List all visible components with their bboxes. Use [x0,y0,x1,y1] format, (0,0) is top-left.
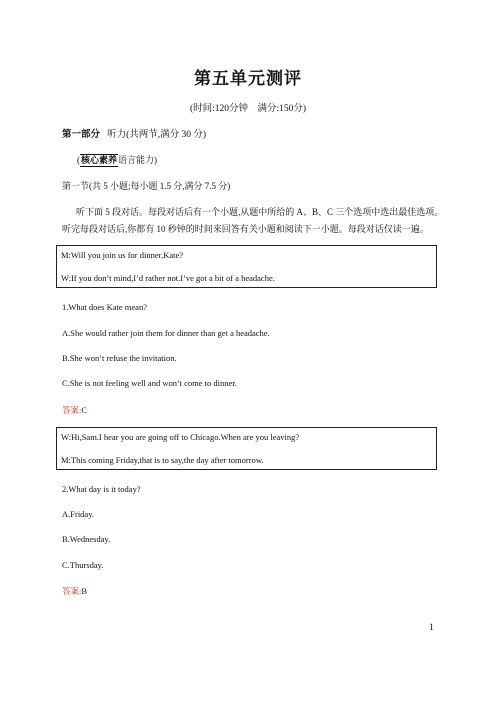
time-score-note: (时间:120分钟 满分:150分) [189,104,307,114]
answer-label: 答案: [62,586,82,596]
question-1-option-b: B.She won’t refuse the invitation. [62,353,177,363]
question-1-answer [62,404,87,416]
question-2-stem: 2.What day is it today? [62,484,141,494]
part-description: 听力(共两节,满分 30 分) [107,130,207,140]
question-1-stem: 1.What does Kate mean? [62,302,147,312]
dialogue-box-1 [56,245,437,288]
dialogue-line: W:Hi,Sam.I hear you are going off to Chicago.When are you leaving? [61,432,300,442]
question-1-option-a: A.She would rather join them for dinner than get a headache. [62,328,270,338]
instruction-line-1: 听下面 5 段对话。每段对话后有一个小题,从题中所给的 A、B、C 三个选项中选出最佳选项。 [76,207,444,217]
question-2-answer [62,585,87,597]
page-number: 1 [429,623,434,633]
instruction-line-2: 听完每段对话后,你都有 10 秒钟的时间来回答有关小题和阅读下一小题。每段对话仅读一遍。 [62,224,429,234]
answer-letter: B [81,586,88,596]
core-literacy-note [77,153,157,167]
dialogue-line: M:This coming Friday,that is to say,the day after tomorrow. [61,455,264,465]
question-2-option-b: B.Wednesday. [62,534,111,544]
answer-letter: C [81,405,88,415]
dialogue-line: M:Will you join us for dinner,Kate? [61,250,184,260]
question-2-option-a: A.Friday. [62,509,95,519]
core-literacy-tag: 核心素养 [81,155,118,165]
core-open-paren: ( [77,155,80,165]
question-2-option-c: C.Thursday. [62,560,104,570]
question-1-option-c: C.She is not feeling well and won’t come to dinner. [62,378,237,388]
part-label: 第一部分 [62,130,101,140]
core-literacy-text: 语言能力) [118,155,158,165]
section-heading: 第一节(共 5 小题;每小题 1.5 分,满分 7.5 分) [62,181,231,191]
page-title: 第五单元测评 [194,69,302,88]
answer-label: 答案: [62,405,82,415]
dialogue-box-2 [56,427,437,470]
part-heading [62,126,206,140]
dialogue-line: W:If you don’t mind,I’d rather not.I’ve got a bit of a headache. [61,273,275,283]
